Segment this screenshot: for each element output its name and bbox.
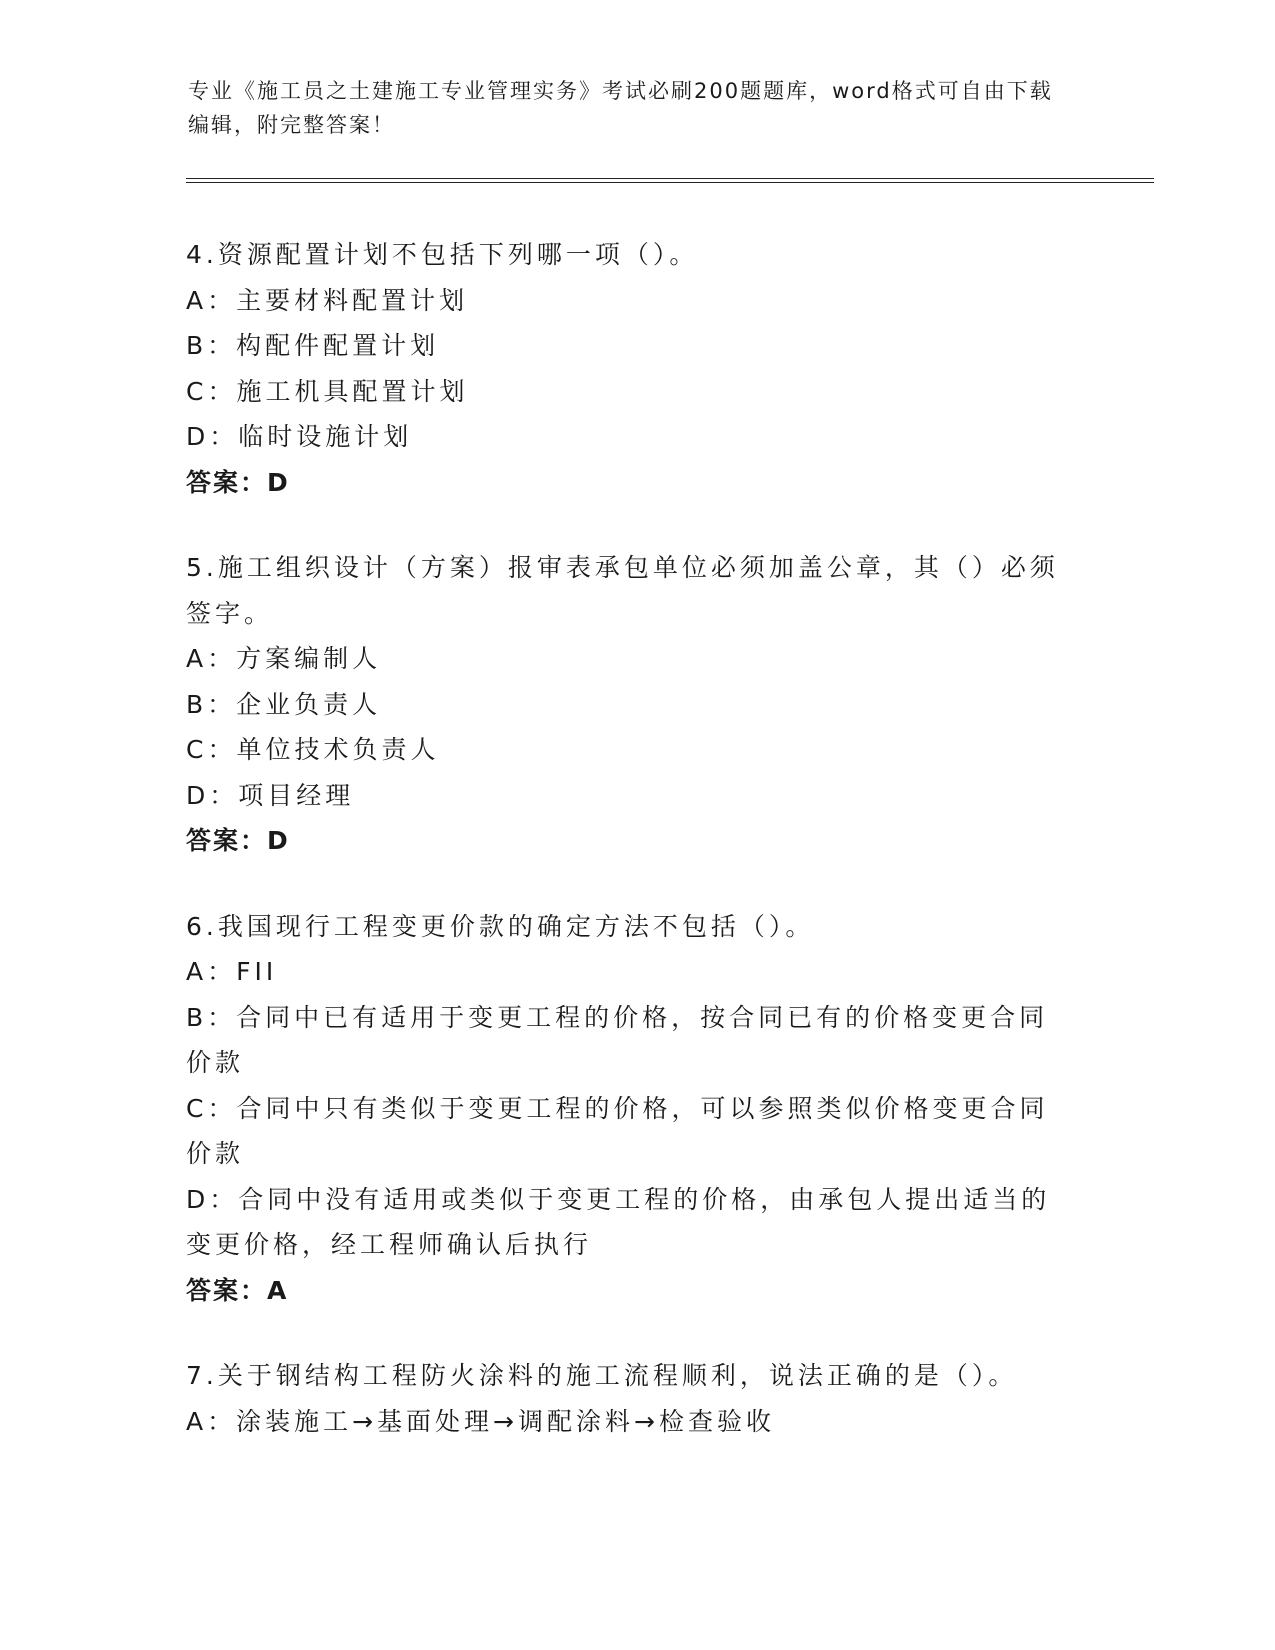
option-c: C：合同中只有类似于变更工程的价格，可以参照类似价格变更合同价款 [186,1093,1049,1168]
option-c: C：施工机具配置计划 [186,376,469,406]
question-text: 7.关于钢结构工程防火涂料的施工流程顺利，说法正确的是（）。 [186,1361,1018,1390]
option-a: A：方案编制人 [186,644,382,673]
answer [186,460,1076,506]
question-5 [186,545,1076,864]
question-list [186,232,1076,1484]
answer [186,1268,1076,1314]
option-b: B：构配件配置计划 [186,331,440,360]
option-a: A：涂装施工→基面处理→调配涂料→检查验收 [186,1406,775,1436]
question-7 [186,1353,1076,1444]
option-d: D：临时设施计划 [186,422,413,451]
option-a: A：FII [186,957,278,986]
answer-label: 答案： [186,1275,268,1305]
answer [186,818,1076,864]
option-b: B：企业负责人 [186,689,382,719]
option-d: D：合同中没有适用或类似于变更工程的价格，由承包人提出适当的变更价格，经工程师确认后执行 [186,1184,1051,1259]
question-text: 6.我国现行工程变更价款的确定方法不包括（）。 [186,911,815,941]
answer-label: 答案： [186,467,268,497]
option-a: A：主要材料配置计划 [186,285,469,315]
question-text: 4.资源配置计划不包括下列哪一项（）。 [186,240,699,269]
document-header: 专业《施工员之土建施工专业管理实务》考试必刷200题题库，word格式可自由下载编辑，附完整答案！ [188,79,1053,137]
answer-value: D [267,467,292,497]
answer-value: D [267,826,292,855]
question-4 [186,232,1076,505]
answer-value: A [267,1275,291,1305]
answer-label: 答案： [186,826,268,855]
header-divider [186,178,1154,183]
option-d: D：项目经理 [186,780,355,810]
option-c: C：单位技术负责人 [186,735,440,764]
question-6 [186,904,1076,1314]
option-b: B：合同中已有适用于变更工程的价格，按合同已有的价格变更合同价款 [186,1002,1049,1077]
question-text: 5.施工组织设计（方案）报审表承包单位必须加盖公章，其（）必须签字。 [186,553,1059,628]
